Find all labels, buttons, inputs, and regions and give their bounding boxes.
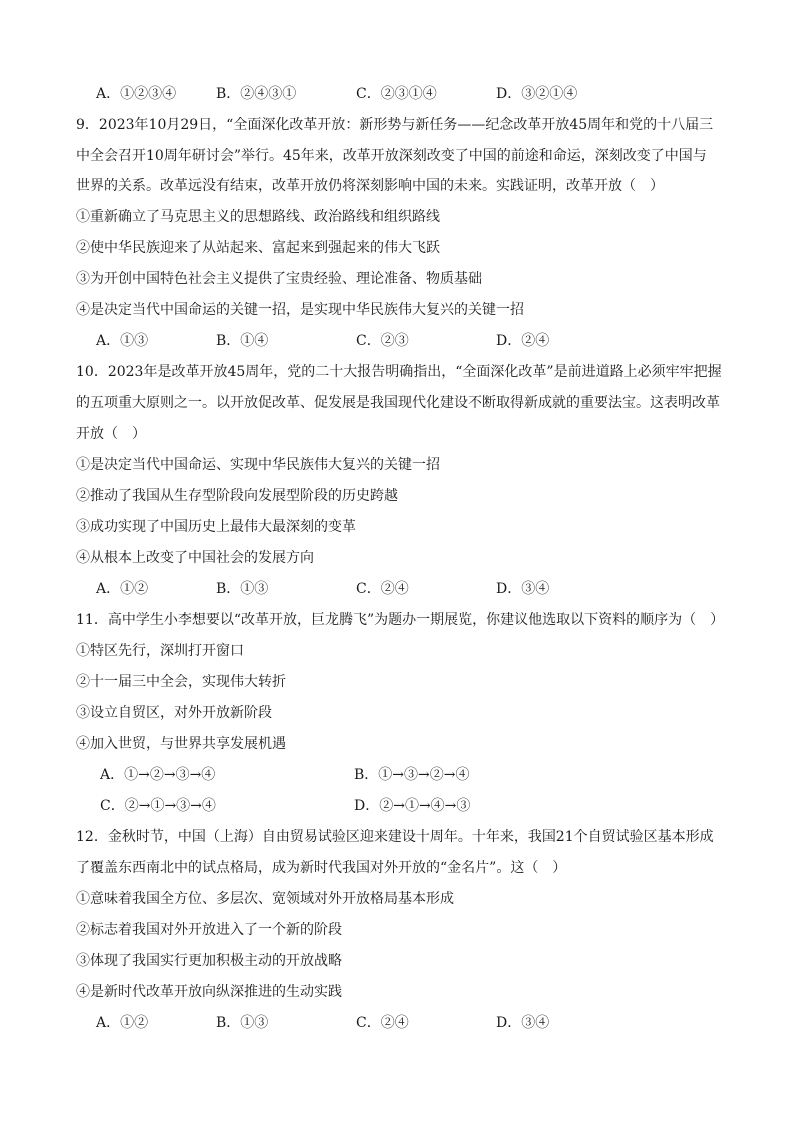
q9-item-1: ①重新确立了马克思主义的思想路线、政治路线和组织路线: [76, 209, 440, 225]
q11-item-3: ③设立自贸区，对外开放新阶段: [76, 705, 272, 721]
q9-option-d[interactable]: D．②④: [496, 333, 550, 349]
q12-options: [96, 1013, 726, 1033]
q11-option-b[interactable]: B．①→③→②→④: [354, 767, 470, 783]
q9-stem-line: 中全会召开10周年研讨会”举行。45年来，改革开放深刻改变了中国的前途和命运，深刻改变了中国与: [76, 148, 707, 164]
q9-item-4: ④是决定当代中国命运的关键一招，是实现中华民族伟大复兴的关键一招: [76, 302, 524, 318]
q11-option-d[interactable]: D．②→①→④→③: [354, 798, 471, 814]
q10-options: [96, 579, 726, 599]
q11-stem-line: 11．高中学生小李想要以“改革开放，巨龙腾飞”为题办一期展览，你建议他选取以下资料的顺序为（ ）: [76, 612, 725, 628]
q9-option-b[interactable]: B．①④: [216, 333, 269, 349]
q8-option-d[interactable]: D．③②①④: [496, 86, 578, 102]
q10-stem-line: 10．2023年是改革开放45周年，党的二十大报告明确指出，“全面深化改革”是前进道路上必须牢牢把握: [76, 364, 722, 380]
q9-stem-line: 世界的关系。改革远没有结束，改革开放仍将深刻影响中国的未来。实践证明，改革开放（ ）: [76, 178, 664, 194]
q10-option-b[interactable]: B．①③: [216, 581, 269, 597]
q9-option-c[interactable]: C．②③: [356, 333, 409, 349]
q8-option-b[interactable]: B．②④③①: [216, 86, 297, 102]
q12-option-b[interactable]: B．①③: [216, 1015, 269, 1031]
q10-option-c[interactable]: C．②④: [356, 581, 409, 597]
q9-options: [96, 331, 726, 351]
q10-stem-line: 开放（ ）: [76, 426, 146, 442]
q10-item-2: ②推动了我国从生存型阶段向发展型阶段的历史跨越: [76, 488, 398, 504]
q12-item-2: ②标志着我国对外开放进入了一个新的阶段: [76, 922, 342, 938]
q11-item-1: ①特区先行，深圳打开窗口: [76, 643, 244, 659]
q8-option-a[interactable]: A．①②③④: [96, 86, 177, 102]
q11-item-2: ②十一届三中全会，实现伟大转折: [76, 674, 286, 690]
q11-options-row-2: [96, 796, 726, 816]
q8-options: [96, 84, 726, 104]
q9-option-a[interactable]: A．①③: [96, 333, 149, 349]
q11-option-a[interactable]: A．①→②→③→④: [100, 767, 216, 783]
q12-stem-line: 了覆盖东西南北中的试点格局，成为新时代我国对外开放的“金名片”。这（ ）: [76, 860, 567, 876]
q11-option-c[interactable]: C．②→①→③→④: [100, 798, 216, 814]
q10-stem-line: 的五项重大原则之一。以开放促改革、促发展是我国现代化建设不断取得新成就的重要法宝。这表明改革: [76, 395, 720, 411]
q10-option-a[interactable]: A．①②: [96, 581, 149, 597]
q10-item-4: ④从根本上改变了中国社会的发展方向: [76, 550, 314, 566]
q12-item-4: ④是新时代改革开放向纵深推进的生动实践: [76, 984, 342, 1000]
q9-item-2: ②使中华民族迎来了从站起来、富起来到强起来的伟大飞跃: [76, 240, 440, 256]
q12-option-c[interactable]: C．②④: [356, 1015, 409, 1031]
q11-item-4: ④加入世贸，与世界共享发展机遇: [76, 736, 286, 752]
q8-option-c[interactable]: C．②③①④: [356, 86, 437, 102]
q11-options-row-1: [96, 765, 726, 785]
q12-option-d[interactable]: D．③④: [496, 1015, 550, 1031]
q12-item-1: ①意味着我国全方位、多层次、宽领域对外开放格局基本形成: [76, 891, 454, 907]
q10-item-3: ③成功实现了中国历史上最伟大最深刻的变革: [76, 519, 356, 535]
q9-item-3: ③为开创中国特色社会主义提供了宝贵经验、理论准备、物质基础: [76, 271, 482, 287]
q12-option-a[interactable]: A．①②: [96, 1015, 149, 1031]
q10-option-d[interactable]: D．③④: [496, 581, 550, 597]
q9-stem-line: 9．2023年10月29日，“全面深化改革开放：新形势与新任务——纪念改革开放45周年和党的十八届三: [76, 117, 714, 133]
q12-stem-line: 12．金秋时节，中国（上海）自由贸易试验区迎来建设十周年。十年来，我国21个自贸试验区基本形成: [76, 829, 714, 845]
q12-item-3: ③体现了我国实行更加积极主动的开放战略: [76, 953, 342, 969]
q10-item-1: ①是决定当代中国命运、实现中华民族伟大复兴的关键一招: [76, 457, 440, 473]
